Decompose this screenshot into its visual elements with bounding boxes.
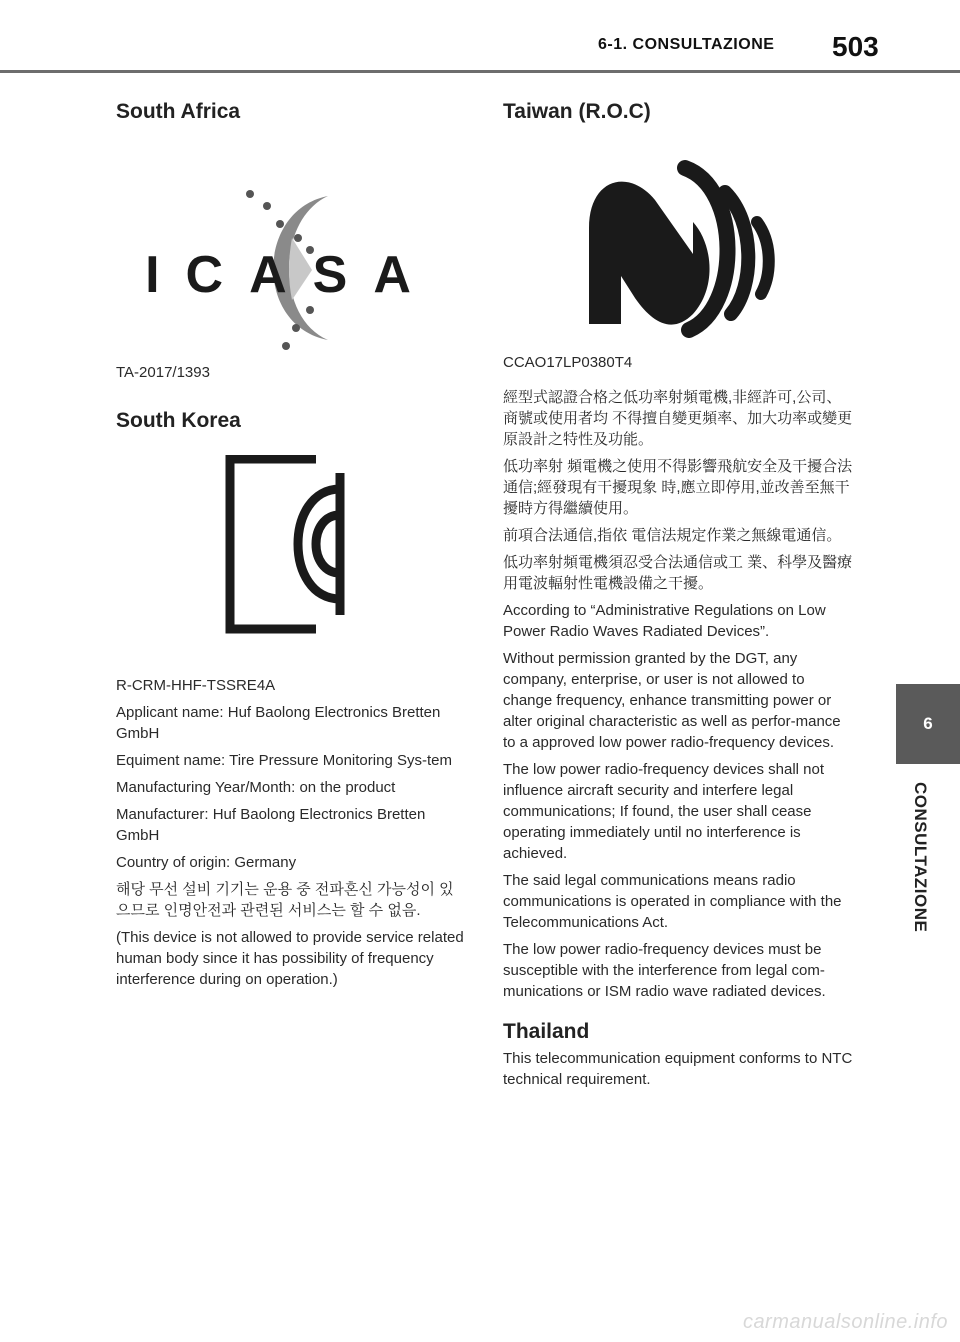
chapter-label: CONSULTAZIONE bbox=[911, 782, 930, 933]
taiwan-details bbox=[503, 352, 855, 1002]
taiwan-heading: Taiwan (R.O.C) bbox=[503, 100, 651, 123]
taiwan-paragraph: 低功率射頻電機須忍受合法通信或工 業、科學及醫療用電波輻射性電機設備之干擾。 bbox=[503, 554, 853, 592]
taiwan-paragraph: Without permission granted by the DGT, any company, enterprise, or user is not allowed to change frequency, enhance transmitting power or alter original characteristic as well as perfor-mance to a approved low power radio-frequency devices. bbox=[503, 650, 841, 751]
page-number: 503 bbox=[832, 31, 879, 62]
taiwan-paragraph: The low power radio-frequency devices must be susceptible with the interference from legal com-munications or ISM radio wave radiated devices. bbox=[503, 941, 826, 1000]
header-divider bbox=[0, 70, 960, 73]
south-korea-paragraph: R-CRM-HHF-TSSRE4A bbox=[116, 677, 276, 694]
right-column bbox=[503, 96, 855, 1096]
ncc-logo bbox=[503, 148, 855, 338]
south-africa-heading: South Africa bbox=[116, 100, 241, 123]
south-korea-details bbox=[116, 675, 466, 990]
taiwan-paragraph: According to “Administrative Regulations on Low Power Radio Waves Radiated Devices”. bbox=[503, 602, 826, 640]
taiwan-paragraph: 低功率射 頻電機之使用不得影響飛航安全及干擾合法通信;經發現有干擾現象 時,應立即停用,並改善至無干擾時方得繼續使用。 bbox=[503, 458, 853, 517]
south-korea-paragraph: Country of origin: Germany bbox=[116, 854, 297, 871]
south-korea-paragraph: (This device is not allowed to provide service related human body since it has possibility of frequency interference during on operation.) bbox=[116, 929, 464, 988]
taiwan-paragraph: CCAO17LP0380T4 bbox=[503, 354, 633, 371]
south-korea-paragraph: Equiment name: Tire Pressure Monitoring Sys-tem bbox=[116, 752, 452, 769]
taiwan-paragraph: 前項合法通信,指依 電信法規定作業之無線電通信。 bbox=[503, 527, 842, 544]
south-korea-heading: South Korea bbox=[116, 409, 241, 432]
chapter-number: 6 bbox=[923, 714, 933, 733]
watermark: carmanualsonline.info bbox=[742, 1311, 948, 1333]
left-column bbox=[116, 96, 466, 996]
thailand-paragraph: This telecommunication equipment conforms to NTC technical requirement. bbox=[503, 1050, 853, 1088]
kc-mark-logo bbox=[116, 455, 466, 655]
section-title: 6-1. CONSULTAZIONE bbox=[598, 36, 775, 53]
south-korea-paragraph: 해당 무선 설비 기기는 운용 중 전파혼신 가능성이 있으므로 인명안전과 관련된 서비스는 할 수 없음. bbox=[116, 881, 454, 919]
icasa-logo-text: ICASA bbox=[145, 246, 437, 304]
taiwan-paragraph: 經型式認證合格之低功率射頻電機,非經許可,公司、商號或使用者均 不得擅自變更頻率、加大功率或變更原設計之特性及功能。 bbox=[503, 389, 853, 448]
south-korea-paragraph: Manufacturing Year/Month: on the product bbox=[116, 779, 396, 796]
chapter-tab[interactable] bbox=[896, 684, 960, 764]
icasa-logo bbox=[116, 150, 466, 350]
taiwan-paragraph: The low power radio-frequency devices shall not influence aircraft security and interfere legal communications; If found, the user shall cease operating immediately until no interference is achieved. bbox=[503, 761, 824, 862]
taiwan-paragraph: The said legal communications means radio communications is operated in compliance with the Telecommunications Act. bbox=[503, 872, 842, 931]
south-korea-paragraph: Applicant name: Huf Baolong Electronics Bretten GmbH bbox=[116, 704, 441, 742]
south-korea-paragraph: Manufacturer: Huf Baolong Electronics Bretten GmbH bbox=[116, 806, 426, 844]
south-africa-code: TA-2017/1393 bbox=[116, 364, 210, 381]
thailand-heading: Thailand bbox=[503, 1020, 590, 1043]
